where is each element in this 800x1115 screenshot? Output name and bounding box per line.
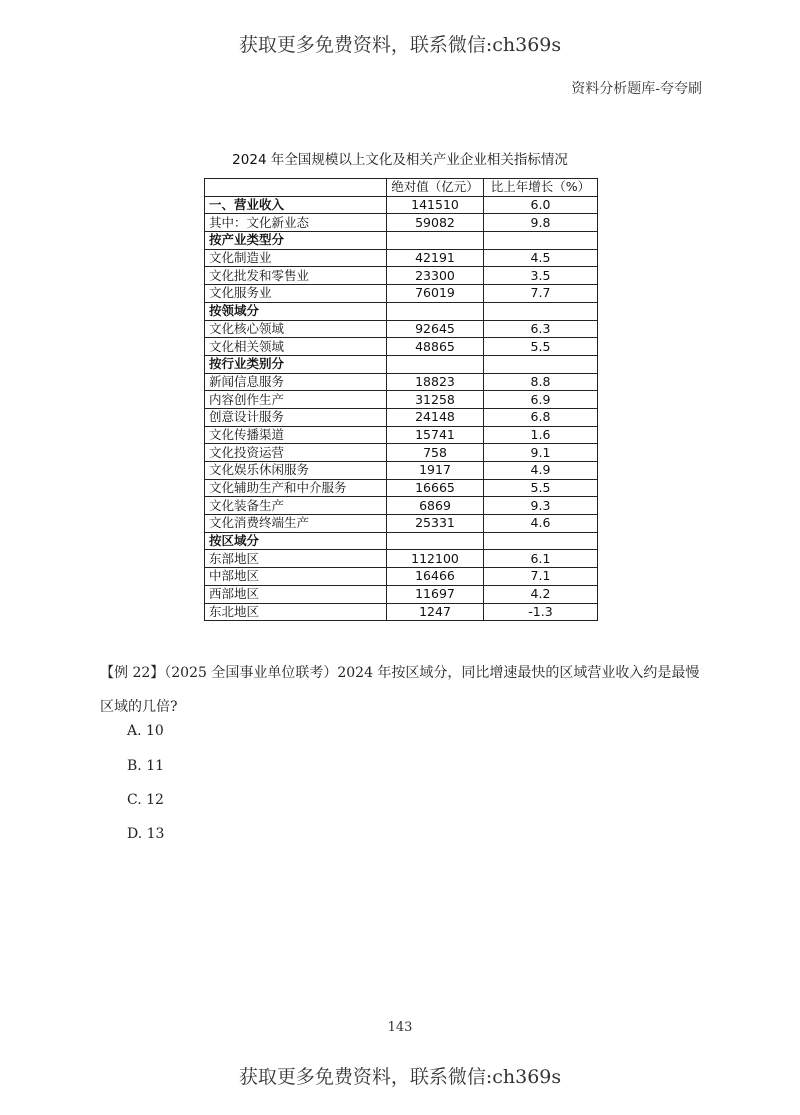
section-label: 按区域分	[205, 532, 387, 550]
row-label: 内容创作生产	[205, 391, 387, 409]
row-growth: 4.2	[484, 585, 598, 603]
row-value: 1247	[387, 603, 484, 621]
row-value: 25331	[387, 515, 484, 533]
row-growth: 4.9	[484, 462, 598, 480]
table-row	[205, 267, 598, 285]
row-growth: 1.6	[484, 426, 598, 444]
column-header-value: 绝对值（亿元）	[387, 179, 484, 197]
row-value: 112100	[387, 550, 484, 568]
row-label: 文化批发和零售业	[205, 267, 387, 285]
option-a[interactable]: A. 10	[127, 723, 164, 739]
row-growth: 3.5	[484, 267, 598, 285]
row-growth: 6.8	[484, 408, 598, 426]
row-growth: 6.3	[484, 320, 598, 338]
table-row	[205, 373, 598, 391]
table-section-row	[205, 355, 598, 373]
row-value: 758	[387, 444, 484, 462]
row-growth: 9.1	[484, 444, 598, 462]
row-growth: 9.3	[484, 497, 598, 515]
question-text: 【例 22】（2025 全国事业单位联考）2024 年按区域分，同比增速最快的区域营业收入约是最慢区域的几倍?	[100, 665, 700, 715]
row-growth	[484, 302, 598, 320]
section-label: 按领域分	[205, 302, 387, 320]
row-value: 24148	[387, 408, 484, 426]
row-label: 文化投资运营	[205, 444, 387, 462]
row-label: 文化消费终端生产	[205, 515, 387, 533]
row-label: 文化娱乐休闲服务	[205, 462, 387, 480]
table-row	[205, 550, 598, 568]
row-value: 18823	[387, 373, 484, 391]
header-title: 资料分析题库-夸夸刷	[571, 81, 702, 97]
table-row	[205, 497, 598, 515]
row-label: 创意设计服务	[205, 408, 387, 426]
table-row	[205, 214, 598, 232]
row-growth: 9.8	[484, 214, 598, 232]
page-number: 143	[387, 1020, 413, 1035]
row-growth: 8.8	[484, 373, 598, 391]
row-label: 一、营业收入	[205, 196, 387, 214]
watermark-top: 获取更多免费资料，联系微信:ch369s	[238, 34, 562, 56]
row-label: 文化辅助生产和中介服务	[205, 479, 387, 497]
section-label: 按行业类别分	[205, 355, 387, 373]
table-row	[205, 285, 598, 303]
row-value: 31258	[387, 391, 484, 409]
table-section-row	[205, 302, 598, 320]
section-label: 按产业类型分	[205, 232, 387, 250]
table-section-row	[205, 232, 598, 250]
row-growth: 5.5	[484, 338, 598, 356]
option-d[interactable]: D. 13	[127, 826, 165, 842]
row-value: 23300	[387, 267, 484, 285]
row-growth: -1.3	[484, 603, 598, 621]
row-label: 文化装备生产	[205, 497, 387, 515]
row-value	[387, 232, 484, 250]
row-growth: 4.5	[484, 249, 598, 267]
option-c[interactable]: C. 12	[127, 792, 164, 808]
table-row	[205, 426, 598, 444]
table-header-row	[205, 179, 598, 197]
table-title: 2024 年全国规模以上文化及相关产业企业相关指标情况	[232, 152, 568, 168]
row-label: 中部地区	[205, 568, 387, 586]
row-value: 76019	[387, 285, 484, 303]
table-row	[205, 338, 598, 356]
table-row	[205, 603, 598, 621]
data-table	[204, 178, 598, 621]
row-label: 文化核心领域	[205, 320, 387, 338]
row-label: 新闻信息服务	[205, 373, 387, 391]
row-growth	[484, 532, 598, 550]
table-section-row	[205, 532, 598, 550]
row-growth: 4.6	[484, 515, 598, 533]
row-value: 141510	[387, 196, 484, 214]
column-header-label	[205, 179, 387, 197]
row-value: 48865	[387, 338, 484, 356]
row-label: 其中：文化新业态	[205, 214, 387, 232]
row-label: 文化相关领域	[205, 338, 387, 356]
row-value	[387, 302, 484, 320]
column-header-growth: 比上年增长（%）	[484, 179, 598, 197]
table-row	[205, 585, 598, 603]
table-row	[205, 444, 598, 462]
row-value: 59082	[387, 214, 484, 232]
row-label: 文化制造业	[205, 249, 387, 267]
row-value: 11697	[387, 585, 484, 603]
row-growth: 7.1	[484, 568, 598, 586]
row-value	[387, 532, 484, 550]
table-row	[205, 479, 598, 497]
table-row	[205, 196, 598, 214]
row-value: 15741	[387, 426, 484, 444]
row-value: 16665	[387, 479, 484, 497]
table-row	[205, 408, 598, 426]
option-b[interactable]: B. 11	[127, 758, 165, 774]
row-growth: 7.7	[484, 285, 598, 303]
row-label: 东部地区	[205, 550, 387, 568]
row-growth: 6.0	[484, 196, 598, 214]
row-value: 42191	[387, 249, 484, 267]
row-growth	[484, 232, 598, 250]
row-growth	[484, 355, 598, 373]
row-growth: 6.9	[484, 391, 598, 409]
row-growth: 5.5	[484, 479, 598, 497]
table-row	[205, 462, 598, 480]
table-row	[205, 249, 598, 267]
row-label: 文化服务业	[205, 285, 387, 303]
row-value: 1917	[387, 462, 484, 480]
row-value: 6869	[387, 497, 484, 515]
row-growth: 6.1	[484, 550, 598, 568]
table-row	[205, 320, 598, 338]
table-row	[205, 391, 598, 409]
row-value	[387, 355, 484, 373]
table-row	[205, 568, 598, 586]
row-label: 西部地区	[205, 585, 387, 603]
watermark-bottom: 获取更多免费资料，联系微信:ch369s	[238, 1066, 562, 1088]
row-value: 16466	[387, 568, 484, 586]
row-label: 东北地区	[205, 603, 387, 621]
table-row	[205, 515, 598, 533]
row-label: 文化传播渠道	[205, 426, 387, 444]
row-value: 92645	[387, 320, 484, 338]
